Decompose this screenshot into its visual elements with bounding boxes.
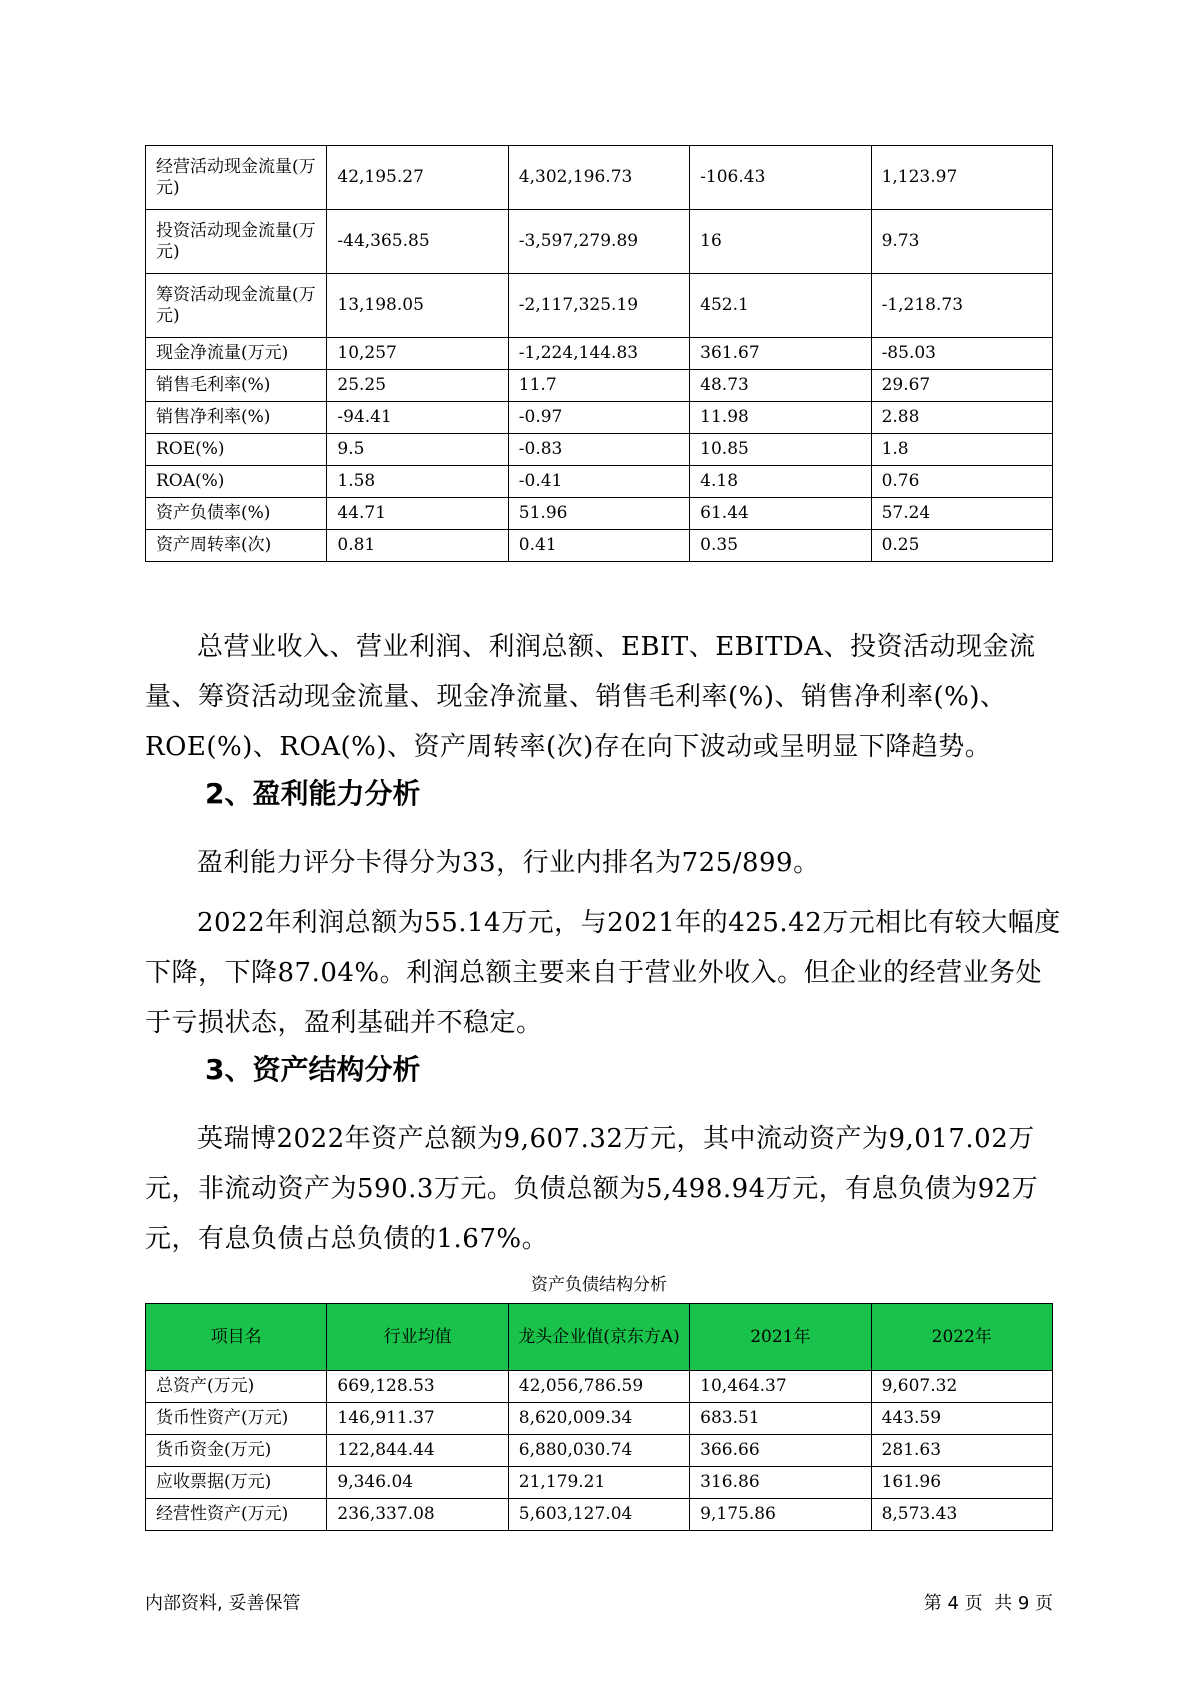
table-header-row <box>146 1304 1053 1371</box>
table-cell: 361.67 <box>690 338 871 370</box>
table-row <box>146 434 1053 466</box>
table-cell: 236,337.08 <box>327 1499 508 1531</box>
table-cell: 资产周转率(次) <box>146 530 327 562</box>
table-cell: 9,607.32 <box>871 1371 1052 1403</box>
table-cell: 9,175.86 <box>690 1499 871 1531</box>
table-cell: 48.73 <box>690 370 871 402</box>
table-cell: 42,195.27 <box>327 146 508 210</box>
table-cell: 0.81 <box>327 530 508 562</box>
table-cell: 42,056,786.59 <box>508 1371 689 1403</box>
table-cell: -1,218.73 <box>871 274 1052 338</box>
table-cell: 0.35 <box>690 530 871 562</box>
table-cell: 683.51 <box>690 1403 871 1435</box>
table-cell: 9.73 <box>871 210 1052 274</box>
table-cell: 25.25 <box>327 370 508 402</box>
asset-structure-paragraph: 英瑞博2022年资产总额为9,607.32万元，其中流动资产为9,017.02万元，非流动资产为590.3万元。负债总额为5,498.94万元，有息负债为92万元，有息负债占总负债的1.67%。 <box>145 1124 1039 1254</box>
table-cell: -94.41 <box>327 402 508 434</box>
table-cell: 10,464.37 <box>690 1371 871 1403</box>
table-cell: 316.86 <box>690 1467 871 1499</box>
table-cell: 452.1 <box>690 274 871 338</box>
table-cell: 366.66 <box>690 1435 871 1467</box>
balance-structure-table <box>145 1303 1053 1531</box>
table-cell: 16 <box>690 210 871 274</box>
table-cell: 11.7 <box>508 370 689 402</box>
table-cell: 10,257 <box>327 338 508 370</box>
trend-summary-paragraph: 总营业收入、营业利润、利润总额、EBIT、EBITDA、投资活动现金流量、筹资活动现金流量、现金净流量、销售毛利率(%)、销售净利率(%)、ROE(%)、ROA(%)、资产周转率(次)存在向下波动或呈明显下降趋势。 <box>145 632 1036 762</box>
table-row <box>146 1467 1053 1499</box>
table-cell: 57.24 <box>871 498 1052 530</box>
table-cell: -106.43 <box>690 146 871 210</box>
table-cell: 161.96 <box>871 1467 1052 1499</box>
table-row <box>146 1435 1053 1467</box>
table-cell: 10.85 <box>690 434 871 466</box>
table-cell: 13,198.05 <box>327 274 508 338</box>
table-cell: 11.98 <box>690 402 871 434</box>
table-cell: ROA(%) <box>146 466 327 498</box>
table-cell: 经营性资产(万元) <box>146 1499 327 1531</box>
table-cell: 1.8 <box>871 434 1052 466</box>
section-heading-asset-structure: 3、资产结构分析 <box>205 1053 421 1086</box>
table-row <box>146 274 1053 338</box>
table-cell: 经营活动现金流量(万元) <box>146 146 327 210</box>
column-header: 2022年 <box>871 1304 1052 1371</box>
table-cell: 9.5 <box>327 434 508 466</box>
table-cell: 0.41 <box>508 530 689 562</box>
table-row <box>146 370 1053 402</box>
table-row <box>146 1371 1053 1403</box>
table-row <box>146 146 1053 210</box>
financial-indicator-table <box>145 145 1053 562</box>
table-cell: 44.71 <box>327 498 508 530</box>
table-row <box>146 466 1053 498</box>
table-cell: 1.58 <box>327 466 508 498</box>
table-caption: 资产负债结构分析 <box>531 1275 667 1295</box>
column-header: 2021年 <box>690 1304 871 1371</box>
table-cell: 51.96 <box>508 498 689 530</box>
table-row <box>146 498 1053 530</box>
table-cell: 4.18 <box>690 466 871 498</box>
column-header: 项目名 <box>146 1304 327 1371</box>
table-cell: 669,128.53 <box>327 1371 508 1403</box>
table-cell: 29.67 <box>871 370 1052 402</box>
table-cell: 货币性资产(万元) <box>146 1403 327 1435</box>
table-cell: 现金净流量(万元) <box>146 338 327 370</box>
table-cell: -0.41 <box>508 466 689 498</box>
footer-confidential-note: 内部资料, 妥善保管 <box>145 1593 301 1614</box>
table-cell: -44,365.85 <box>327 210 508 274</box>
column-header: 行业均值 <box>327 1304 508 1371</box>
table-cell: 21,179.21 <box>508 1467 689 1499</box>
table-cell: 应收票据(万元) <box>146 1467 327 1499</box>
table-cell: -3,597,279.89 <box>508 210 689 274</box>
table-cell: 2.88 <box>871 402 1052 434</box>
table-cell: 销售毛利率(%) <box>146 370 327 402</box>
table-cell: -1,224,144.83 <box>508 338 689 370</box>
table-cell: -0.83 <box>508 434 689 466</box>
table-cell: -85.03 <box>871 338 1052 370</box>
table-cell: ROE(%) <box>146 434 327 466</box>
table-row <box>146 1403 1053 1435</box>
table-cell: 4,302,196.73 <box>508 146 689 210</box>
column-header: 龙头企业值(京东方A) <box>508 1304 689 1371</box>
table-cell: 9,346.04 <box>327 1467 508 1499</box>
table-row <box>146 402 1053 434</box>
table-row <box>146 338 1053 370</box>
table-cell: 8,573.43 <box>871 1499 1052 1531</box>
table-cell: 1,123.97 <box>871 146 1052 210</box>
table-cell: -0.97 <box>508 402 689 434</box>
section-heading-profitability: 2、盈利能力分析 <box>205 777 421 810</box>
table-row <box>146 210 1053 274</box>
table-cell: 122,844.44 <box>327 1435 508 1467</box>
profit-analysis-paragraph: 2022年利润总额为55.14万元，与2021年的425.42万元相比有较大幅度下降，下降87.04%。利润总额主要来自于营业外收入。但企业的经营业务处于亏损状态，盈利基础并不稳定。 <box>145 908 1061 1038</box>
table-cell: 6,880,030.74 <box>508 1435 689 1467</box>
table-cell: 8,620,009.34 <box>508 1403 689 1435</box>
table-cell: 61.44 <box>690 498 871 530</box>
table-cell: 443.59 <box>871 1403 1052 1435</box>
table-cell: 0.76 <box>871 466 1052 498</box>
table-row <box>146 1499 1053 1531</box>
table-cell: 0.25 <box>871 530 1052 562</box>
table-row <box>146 530 1053 562</box>
table-cell: 投资活动现金流量(万元) <box>146 210 327 274</box>
profitability-score-paragraph: 盈利能力评分卡得分为33，行业内排名为725/899。 <box>197 848 820 878</box>
table-cell: 筹资活动现金流量(万元) <box>146 274 327 338</box>
table-cell: 总资产(万元) <box>146 1371 327 1403</box>
table-cell: 销售净利率(%) <box>146 402 327 434</box>
table-cell: -2,117,325.19 <box>508 274 689 338</box>
table-cell: 146,911.37 <box>327 1403 508 1435</box>
table-cell: 5,603,127.04 <box>508 1499 689 1531</box>
table-cell: 281.63 <box>871 1435 1052 1467</box>
table-cell: 资产负债率(%) <box>146 498 327 530</box>
footer-page-number: 第 4 页 共 9 页 <box>923 1593 1053 1614</box>
table-cell: 货币资金(万元) <box>146 1435 327 1467</box>
